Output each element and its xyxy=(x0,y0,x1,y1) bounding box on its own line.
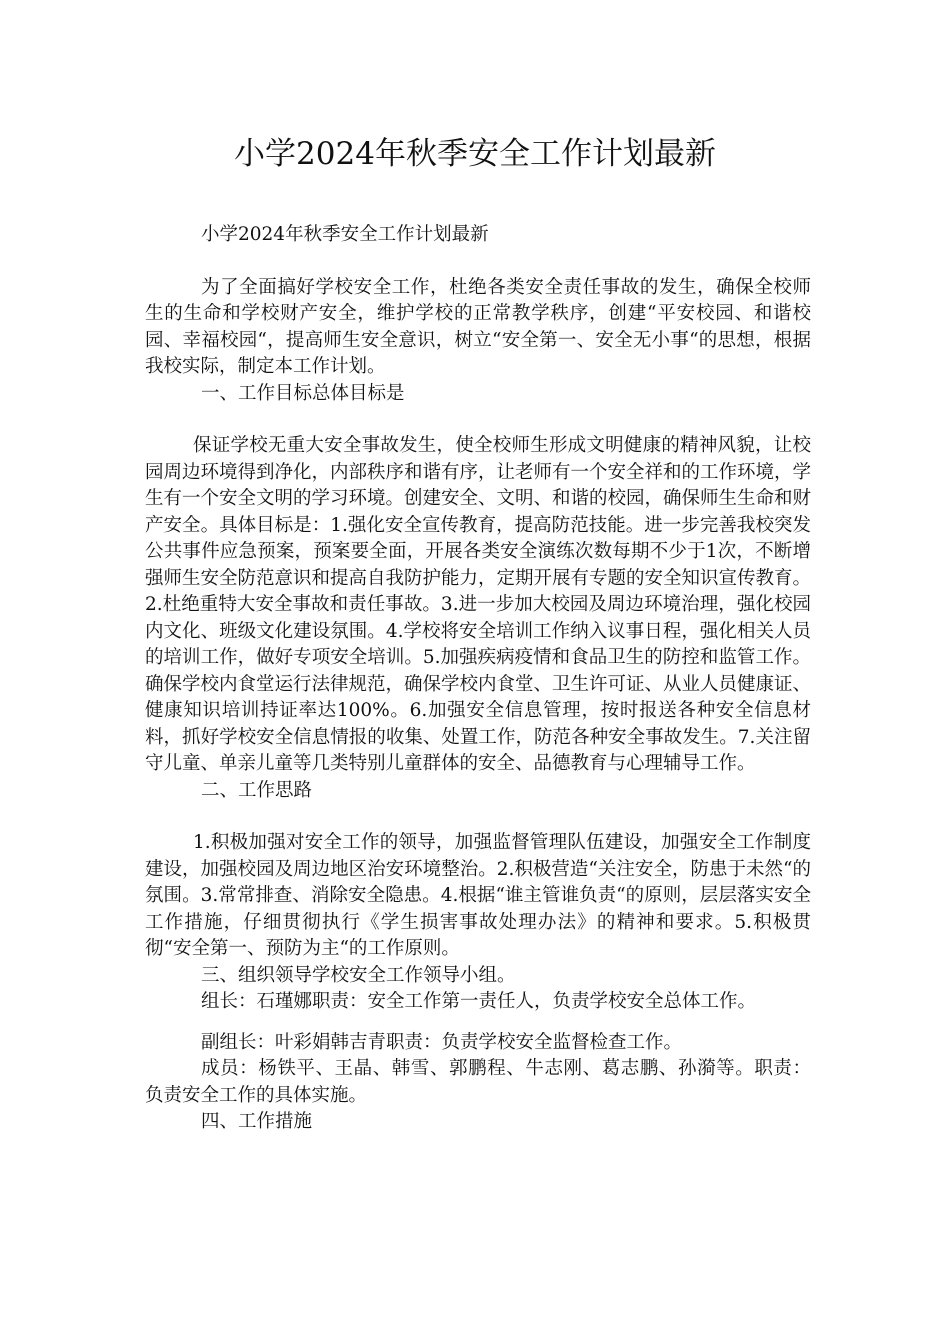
spacer xyxy=(145,804,811,830)
spacer xyxy=(145,1016,811,1030)
spacer xyxy=(145,249,811,275)
document-body xyxy=(145,222,811,1136)
deputy-paragraph: 副组长：叶彩娟韩吉青职责：负责学校安全监督检查工作。 xyxy=(201,1031,683,1053)
leader-paragraph: 组长：石瑾娜职责：安全工作第一责任人，负责学校安全总体工作。 xyxy=(201,991,757,1012)
section-4-heading: 四、工作措施 xyxy=(201,1111,313,1132)
intro-paragraph: 为了全面搞好学校安全工作，杜绝各类安全责任事故的发生，确保全校师生的生命和学校财产安全，维护学校的正常教学秩序，创建“平安校园、和谐校园、幸福校园“，提高师生安全意识，树立“安全第一、安全无小事“的思想，根据我校实际，制定本工作计划。 xyxy=(145,276,811,377)
section-2-heading: 二、工作思路 xyxy=(201,779,313,801)
section-1-heading: 一、工作目标总体目标是 xyxy=(201,382,405,404)
section-1-paragraph: 保证学校无重大安全事故发生，使全校师生形成文明健康的精神风貌，让校园周边环境得到净化，内部秩序和谐有序，让老师有一个安全祥和的工作环境，学生有一个安全文明的学习环境。创建安全、文明、和谐的校园，确保师生生命和财产安全。具体目标是：1.强化安全宣传教育，提高防范技能。进一步完善我校突发公共事件应急预案，预案要全面，开展各类安全演练次数每期不少于1次，不断增强师生安全防范意识和提高自我防护能力，定期开展有专题的安全知识宣传教育。2.杜绝重特大安全事故和责任事故。3.进一步加大校园及周边环境治理，强化校园内文化、班级文化建设氛围。4.学校将安全培训工作纳入议事日程，强化相关人员的培训工作，做好专项安全培训。5.加强疾病疫情和食品卫生的防控和监管工作。确保学校内食堂运行法律规范，确保学校内食堂、卫生许可证、从业人员健康证、健康知识培训持证率达100%。6.加强安全信息管理，按时报送各种安全信息材料，抓好学校安全信息情报的收集、处置工作，防范各种安全事故发生。7.关注留守儿童、单亲儿童等几类特别儿童群体的安全、品德教育与心理辅导工作。 xyxy=(145,435,812,774)
section-2-paragraph: 1.积极加强对安全工作的领导，加强监督管理队伍建设，加强安全工作制度建设，加强校园及周边地区治安环境整治。2.积极营造“关注安全，防患于未然“的氛围。3.常常排查、消除安全隐患。4.根据“谁主管谁负责“的原则，层层落实安全工作措施，仔细贯彻执行《学生损害事故处理办法》的精神和要求。5.积极贯彻“安全第一、预防为主“的工作原则。 xyxy=(145,832,811,959)
spacer xyxy=(145,407,811,433)
section-3-heading: 三、组织领导学校安全工作领导小组。 xyxy=(201,964,516,986)
members-paragraph: 成员：杨铁平、王晶、韩雪、郭鹏程、牛志刚、葛志鹏、孙漪等。职责：负责安全工作的具体实施。 xyxy=(145,1058,811,1106)
document-title: 小学2024年秋季安全工作计划最新 xyxy=(234,136,716,172)
document-subtitle: 小学2024年秋季安全工作计划最新 xyxy=(201,224,489,245)
